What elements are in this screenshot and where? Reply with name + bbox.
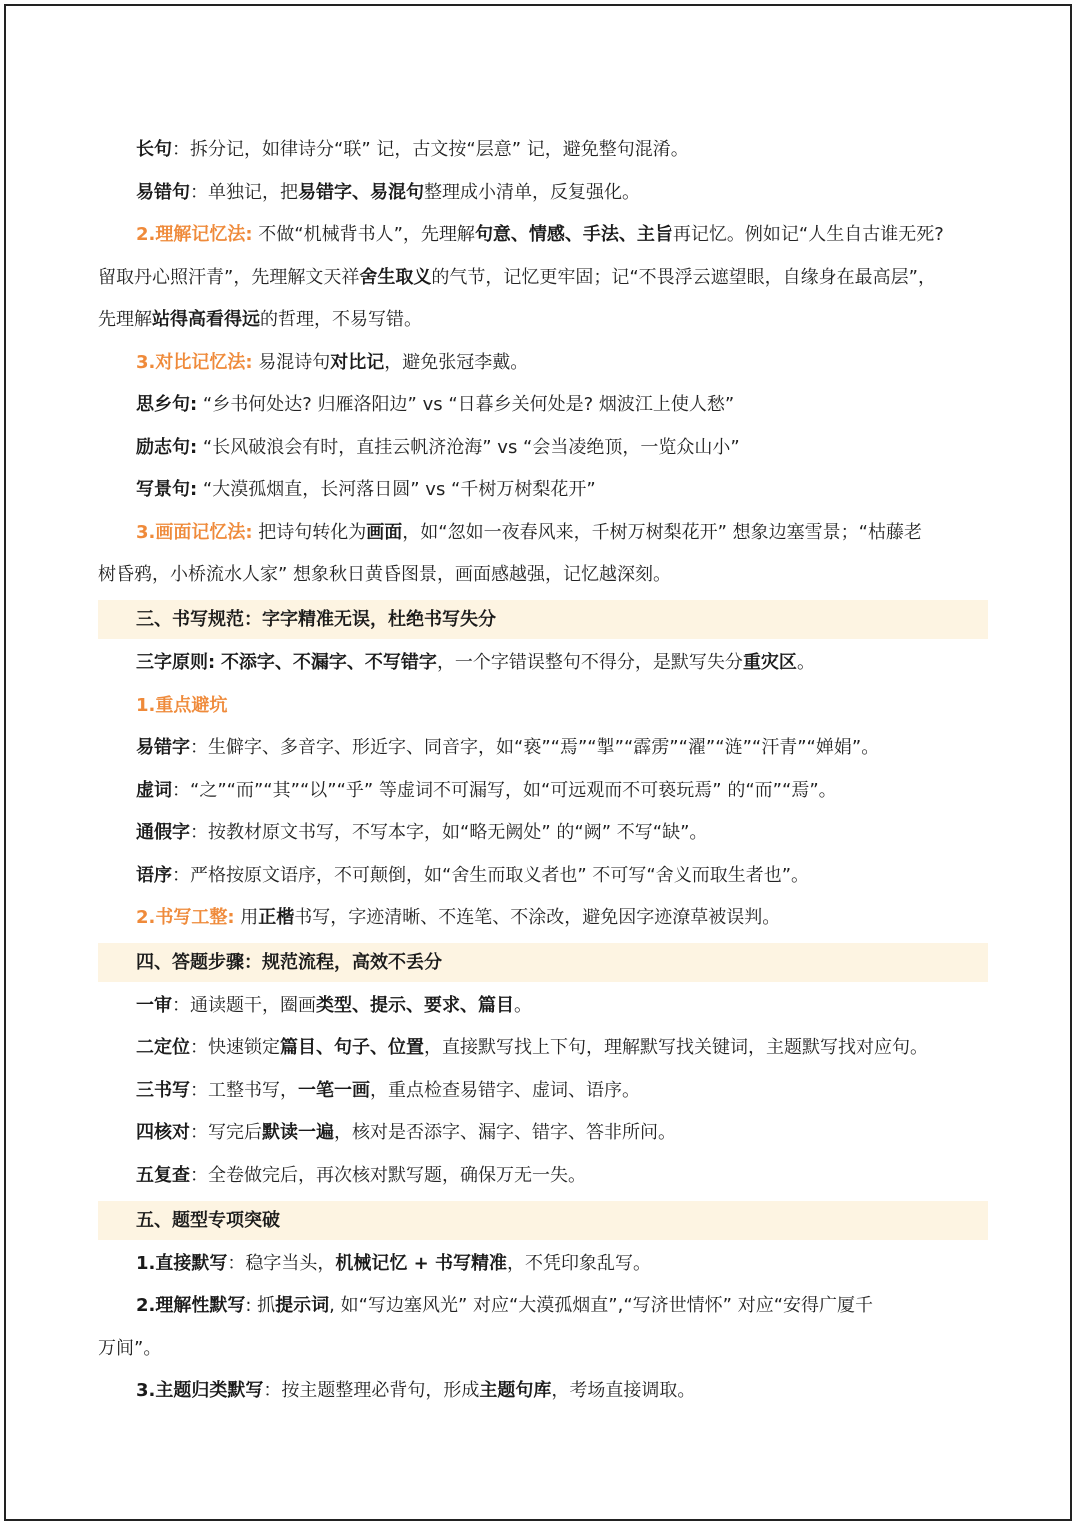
body-text: 树昏鸦，小桥流水人家” 想象秋日黄昏图景，画面感越强，记忆越深刻。: [98, 564, 672, 586]
body-text: 留取丹心照汗青”，先理解文天祥: [98, 266, 360, 288]
bold-text: 五复查: [136, 1165, 190, 1187]
body-text: 再记忆。例如记“人生自古谁无死?: [672, 224, 944, 246]
bold-text: 正楷: [258, 907, 295, 929]
bold-text: 写景句:: [136, 479, 198, 501]
body-text: ，避免张冠李戴。: [384, 351, 529, 373]
body-text: ，不凭印象乱写。: [507, 1252, 651, 1274]
body-text: ：生僻字、多音字、形近字、同音字，如“亵”“焉”“掣”“霹雳”“濯”“涟”“汗青”“婵娟”。: [190, 737, 880, 759]
text-line: [98, 812, 988, 855]
body-text: “乡书何处达? 归雁洛阳边” vs “日暮乡关何处是? 烟波江上使人愁”: [197, 394, 735, 416]
bold-text: 二定位: [136, 1037, 190, 1059]
body-text: 易混诗句: [252, 351, 331, 373]
text-line: [98, 1243, 988, 1286]
bold-text: 三书写: [136, 1079, 190, 1101]
bold-text: 句意、情感、手法、主旨: [474, 224, 673, 246]
text-line: [98, 469, 988, 512]
text-line: [98, 897, 988, 940]
bold-text: 三字原则:: [136, 652, 216, 674]
body-text: ，如“忽如一夜春风来，千树万树梨花开” 想象边塞雪景；“枯藤老: [402, 521, 922, 543]
body-text: 书写，字迹清晰、不连笔、不涂改，避免因字迹潦草被误判。: [294, 907, 781, 929]
text-line: [98, 985, 988, 1028]
body-text: ，直接默写找上下句，理解默写找关键词，主题默写找对应句。: [424, 1037, 928, 1059]
text-line: [98, 770, 988, 813]
body-text: ：工整书写，: [190, 1079, 298, 1101]
body-text: “长风破浪会有时，直挂云帆济沧海” vs “会当凌绝顶，一览众山小”: [197, 436, 740, 458]
body-text: 先理解: [98, 309, 152, 331]
bold-text: 对比记: [330, 351, 385, 373]
body-text: 万间”。: [98, 1337, 162, 1359]
bold-text: 主题句库: [479, 1380, 552, 1402]
bold-text: 提示词: [275, 1295, 330, 1317]
bold-text: 虚词: [136, 779, 172, 801]
bold-text: 重灾区: [742, 652, 797, 674]
bold-text: 默读一遍: [262, 1122, 334, 1144]
bold-text: 励志句:: [136, 436, 198, 458]
bold-text: 易错字、易混句: [298, 181, 424, 203]
text-line: [98, 1027, 988, 1070]
text-line: [98, 727, 988, 770]
text-line: [98, 1155, 988, 1198]
document-body: [98, 129, 988, 1413]
bold-text: 画面: [366, 521, 403, 543]
text-line: [98, 512, 988, 555]
body-text: 整理成小清单，反复强化。: [424, 181, 640, 203]
body-text: ，核对是否添字、漏字、错字、答非所问。: [334, 1122, 676, 1144]
text-line: [98, 427, 988, 470]
body-text: ：按主题整理必背句，形成: [263, 1380, 480, 1402]
body-text: 不做“机械背书人”，先理解: [252, 224, 475, 246]
bold-text: 长句: [136, 139, 172, 160]
bold-text: 四、答题步骤：规范流程，高效不丢分: [136, 951, 442, 973]
text-line: [98, 1112, 988, 1155]
bold-text: 一笔一画: [298, 1079, 370, 1101]
body-text: ，一个字错误整句不得分，是默写失分: [436, 652, 743, 674]
bold-text: 五、题型专项突破: [136, 1209, 280, 1231]
text-line: [98, 129, 988, 172]
body-text: ：“之”“而”“其”“以”“乎” 等虚词不可漏写，如“可远观而不可亵玩焉” 的“而”“焉”。: [172, 779, 837, 801]
body-text: 把诗句转化为: [252, 521, 367, 543]
bold-text: 语序: [136, 864, 172, 886]
bold-text: 易错句: [136, 181, 190, 203]
method-heading: 2.书写工整:: [136, 907, 235, 929]
bold-text: 一审: [136, 994, 172, 1016]
text-line: [98, 1070, 988, 1113]
body-text: 用: [234, 907, 259, 929]
text-line: [98, 1285, 988, 1328]
body-text: ：单独记，把: [190, 181, 298, 203]
body-text: 的哲理，不易写错。: [260, 309, 422, 331]
body-text: ：严格按原文语序，不可颠倒，如“舍生而取义者也” 不可写“舍义而取生者也”。: [172, 864, 810, 886]
bold-text: 四核对: [136, 1122, 190, 1144]
body-text: ：快速锁定: [190, 1037, 280, 1059]
bold-text: 不添字、不漏字、不写错字: [220, 652, 437, 674]
section-heading: [98, 1201, 988, 1240]
method-heading: 3.画面记忆法:: [136, 521, 253, 543]
text-line: [98, 685, 988, 728]
bold-text: 易错字: [136, 737, 190, 759]
method-heading: 1.重点避坑: [136, 694, 228, 716]
body-text: ，重点检查易错字、虚词、语序。: [370, 1079, 640, 1101]
section-heading: [98, 943, 988, 982]
text-line: [98, 342, 988, 385]
bold-text: 三、书写规范：字字精准无误，杜绝书写失分: [136, 609, 496, 631]
bold-text: 1.直接默写: [136, 1252, 228, 1274]
bold-text: 通假字: [136, 822, 190, 844]
method-heading: 2.理解记忆法:: [136, 224, 253, 246]
text-line: [98, 855, 988, 898]
bold-text: 3.主题归类默写: [136, 1380, 264, 1402]
text-line: [98, 172, 988, 215]
body-text: 。: [514, 994, 532, 1016]
body-text: ：写完后: [190, 1122, 262, 1144]
bold-text: 2.理解性默写: [136, 1295, 246, 1317]
text-line: [98, 299, 988, 342]
method-heading: 3.对比记忆法:: [136, 351, 253, 373]
bold-text: 类型、提示、要求、篇目: [316, 994, 514, 1016]
text-line: [98, 1370, 988, 1413]
bold-text: 篇目、句子、位置: [280, 1037, 424, 1059]
text-line: [98, 214, 988, 257]
bold-text: 机械记忆 + 书写精准: [335, 1252, 507, 1274]
body-text: ：稳字当头，: [227, 1252, 336, 1274]
body-text: : 抓: [245, 1295, 276, 1317]
bold-text: 舍生取义: [359, 266, 432, 288]
body-text: 的气节，记忆更牢固；记“不畏浮云遮望眼，自缘身在最高层”，: [431, 266, 936, 288]
body-text: ：全卷做完后，再次核对默写题，确保万无一失。: [190, 1165, 586, 1187]
section-heading: [98, 600, 988, 639]
text-line: [98, 384, 988, 427]
body-text: ：通读题干，圈画: [172, 994, 316, 1016]
text-line: [98, 642, 988, 685]
text-line: [98, 257, 988, 300]
text-line: [98, 554, 988, 597]
bold-text: 站得高看得远: [152, 309, 260, 331]
text-line: [98, 1328, 988, 1371]
body-text: ：按教材原文书写，不写本字，如“略无阙处” 的“阙” 不写“缺”。: [190, 822, 708, 844]
body-text: 。: [796, 652, 815, 674]
body-text: ：拆分记，如律诗分“联” 记，古文按“层意” 记，避免整句混淆。: [172, 139, 689, 160]
body-text: ，考场直接调取。: [551, 1380, 696, 1402]
body-text: , 如“写边塞风光” 对应“大漠孤烟直”,“写济世情怀” 对应“安得广厦千: [329, 1295, 874, 1317]
bold-text: 思乡句:: [136, 394, 198, 416]
body-text: “大漠孤烟直，长河落日圆” vs “千树万树梨花开”: [197, 479, 596, 501]
